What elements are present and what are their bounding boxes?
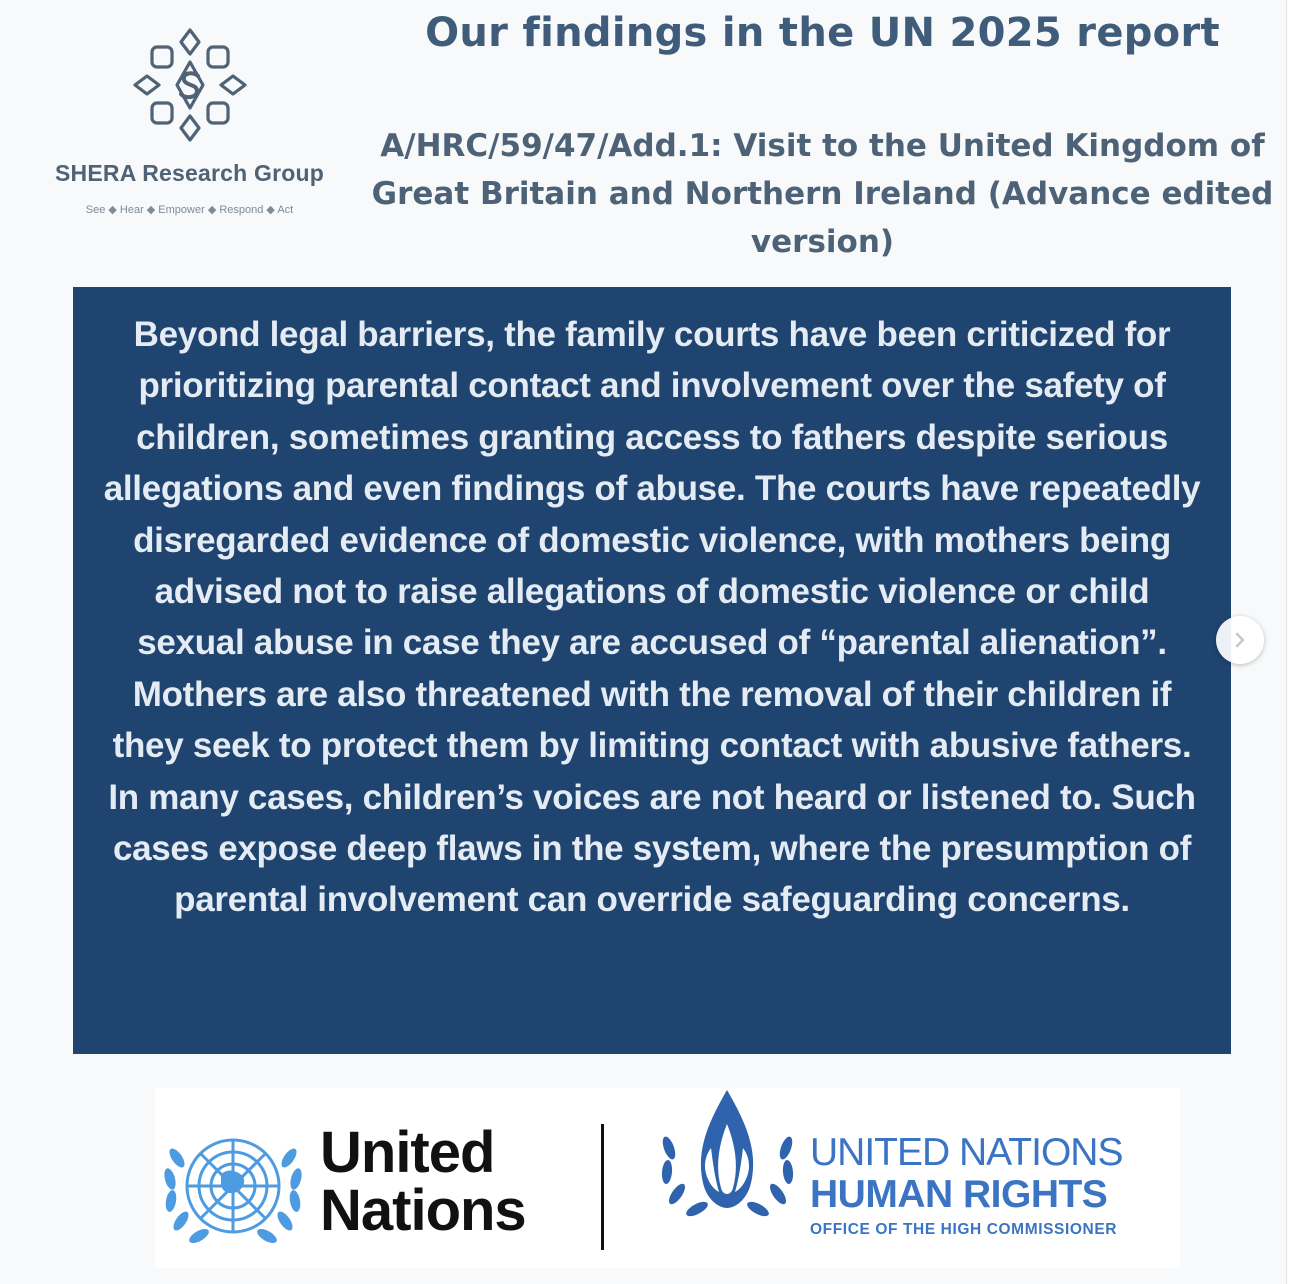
ohchr-line2: HUMAN RIGHTS — [810, 1173, 1108, 1216]
brand-name: SHERA Research Group — [55, 160, 324, 186]
report-reference: A/HRC/59/47/Add.1: Visit to the United Kingdom of Great Britain and Northern Ireland (Advance edited version) — [371, 128, 1274, 260]
ohchr-line3: OFFICE OF THE HIGH COMMISSIONER — [810, 1221, 1118, 1238]
ohchr-wordmark — [810, 1132, 1122, 1244]
quote-text: Beyond legal barriers, the family courts have been criticized for prioritizing parental contact and involvement over the safety of children, sometimes granting access to fathers despite serious allegations and even findings of abuse. The courts have repeatedly disregarded evidence of domestic violence, with mothers being advised not to raise allegations of domestic violence or child sexual abuse in case they are accused of “parental alienation”. Mothers are also threatened with the removal of their children if they seek to protect them by limiting contact with abusive fathers. In many cases, children’s voices are not heard or listened to. Such cases expose deep flaws in the system, where the presumption of parental involvement can override safeguarding concerns. — [103, 315, 1201, 920]
carousel-next-button[interactable] — [1216, 616, 1264, 664]
shera-logo — [22, 20, 357, 230]
brand-tagline: See ◆ Hear ◆ Empower ◆ Respond ◆ Act — [85, 204, 294, 216]
logo-divider — [601, 1124, 604, 1250]
un-emblem-icon — [163, 1124, 303, 1249]
un-name-line2: Nations — [320, 1178, 526, 1243]
flame-laurel-icon — [655, 1088, 800, 1223]
un-name — [320, 1120, 526, 1243]
partner-logos — [155, 1088, 1180, 1268]
page-title: Our findings in the UN 2025 report — [425, 10, 1220, 56]
shera-flower-icon — [125, 20, 255, 150]
chevron-right-icon — [1231, 631, 1249, 649]
quote-panel — [73, 287, 1231, 1054]
ohchr-line1: UNITED NATIONS — [810, 1131, 1123, 1174]
un-name-line1: United — [320, 1120, 495, 1185]
